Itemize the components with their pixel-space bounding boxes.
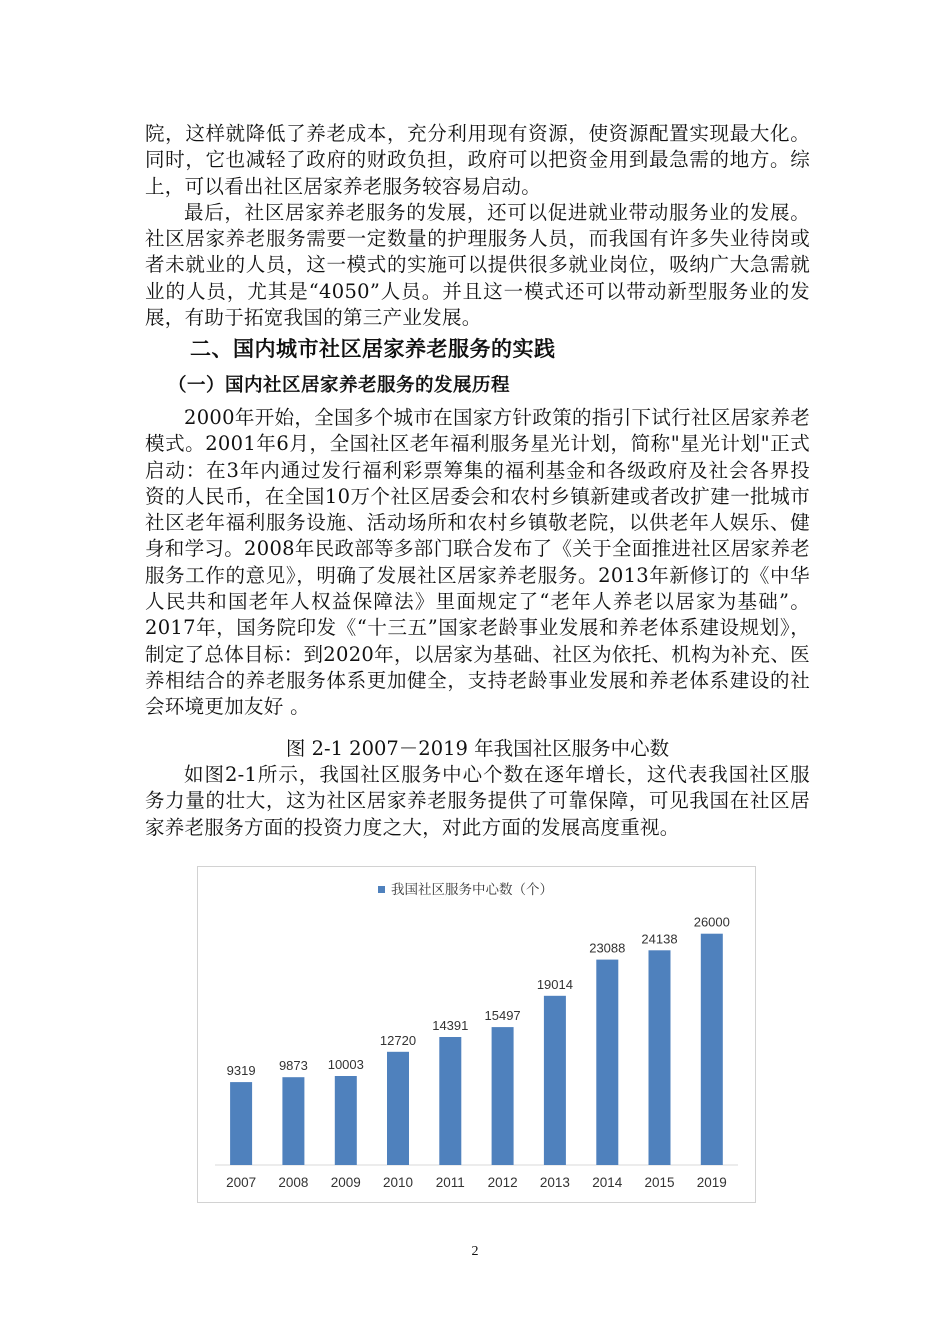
bar-2010 — [387, 1052, 409, 1165]
body-text-bottom — [145, 762, 810, 841]
x-tick-label-2013: 2013 — [539, 1175, 570, 1190]
body-text-top — [145, 121, 810, 331]
x-tick-label-2009: 2009 — [330, 1175, 361, 1190]
paragraph-2: 最后，社区居家养老服务的发展，还可以促进就业带动服务业的发展。社区居家养老服务需要一定数量的护理服务人员，而我国有许多失业待岗或者未就业的人员，这一模式的实施可以提供很多就业岗位，吸纳广大急需就业的人员，尤其是“4050”人员。并且这一模式还可以带动新型服务业的发展，有助于拓宽我国的第三产业发展。 — [145, 200, 810, 330]
bars-group — [226, 915, 730, 1190]
x-tick-label-2015: 2015 — [644, 1175, 675, 1190]
bar-chart-svg — [198, 867, 755, 1202]
x-tick-label-2011: 2011 — [435, 1175, 465, 1190]
body-text-middle — [145, 405, 810, 721]
bar-chart — [197, 866, 756, 1203]
x-tick-label-2014: 2014 — [592, 1175, 623, 1190]
bar-2011 — [439, 1037, 461, 1165]
x-tick-label-2007: 2007 — [226, 1175, 257, 1190]
legend-swatch — [378, 886, 385, 893]
data-label-2013: 19014 — [536, 976, 573, 992]
section-heading: 二、国内城市社区居家养老服务的实践 — [190, 337, 556, 361]
data-label-2015: 24138 — [641, 931, 678, 947]
data-label-2011: 14391 — [432, 1018, 469, 1033]
bar-2008 — [282, 1077, 304, 1165]
page-number: 2 — [471, 1244, 479, 1259]
bar-2014 — [596, 960, 618, 1165]
bar-2012 — [492, 1027, 514, 1165]
x-tick-label-2008: 2008 — [278, 1175, 309, 1190]
figure-caption: 图 2-1 2007－2019 年我国社区服务中心数 — [285, 737, 670, 760]
paragraph-4: 如图2-1所示，我国社区服务中心个数在逐年增长，这代表我国社区服务力量的壮大，这为社区居家养老服务提供了可靠保障，可见我国在社区居家养老服务方面的投资力度之大，对此方面的发展高度重视。 — [145, 763, 810, 839]
data-label-2012: 15497 — [484, 1008, 521, 1024]
x-tick-label-2010: 2010 — [382, 1175, 414, 1190]
data-label-2007: 9319 — [226, 1063, 256, 1079]
subsection-heading: （一）国内社区居家养老服务的发展历程 — [168, 375, 511, 396]
legend-label: 我国社区服务中心数（个） — [391, 882, 553, 897]
bar-2007 — [230, 1082, 252, 1165]
bar-2015 — [649, 950, 671, 1165]
data-label-2014: 23088 — [589, 940, 626, 956]
data-label-2008: 9873 — [278, 1058, 308, 1074]
data-label-2009: 10003 — [327, 1057, 364, 1072]
bar-2009 — [335, 1076, 357, 1165]
paragraph-1: 院，这样就降低了养老成本，充分利用现有资源，使资源配置实现最大化。同时，它也减轻了政府的财政负担，政府可以把资金用到最急需的地方。综上，可以看出社区居家养老服务较容易启动。 — [145, 122, 810, 198]
bar-2019 — [701, 934, 723, 1165]
x-tick-label-2019: 2019 — [696, 1175, 727, 1190]
bar-2013 — [544, 996, 566, 1165]
data-label-2010: 12720 — [379, 1032, 417, 1048]
x-tick-label-2012: 2012 — [487, 1175, 518, 1190]
data-label-2019: 26000 — [693, 914, 730, 930]
paragraph-3: 2000年开始，全国多个城市在国家方针政策的指引下试行社区居家养老模式。2001年6月，全国社区老年福利服务星光计划，简称"星光计划"正式启动：在3年内通过发行福利彩票筹集的福利基金和各级政府及社会各界投资的人民币，在全国10万个社区居委会和农村乡镇新建或者改扩建一批城市社区老年福利服务设施、活动场所和农村乡镇敬老院，以供老年人娱乐、健身和学习。2008年民政部等多部门联合发布了《关于全面推进社区居家养老服务工作的意见》，明确了发展社区居家养老服务。2013年新修订的《中华人民共和国老年人权益保障法》里面规定了“老年人养老以居家为基础”。2017年，国务院印发《“十三五”国家老龄事业发展和养老体系建设规划》，制定了总体目标：到2020年，以居家为基础、社区为依托、机构为补充、医养相结合的养老服务体系更加健全，支持老龄事业发展和养老体系建设的社会环境更加友好 。 — [145, 406, 810, 719]
